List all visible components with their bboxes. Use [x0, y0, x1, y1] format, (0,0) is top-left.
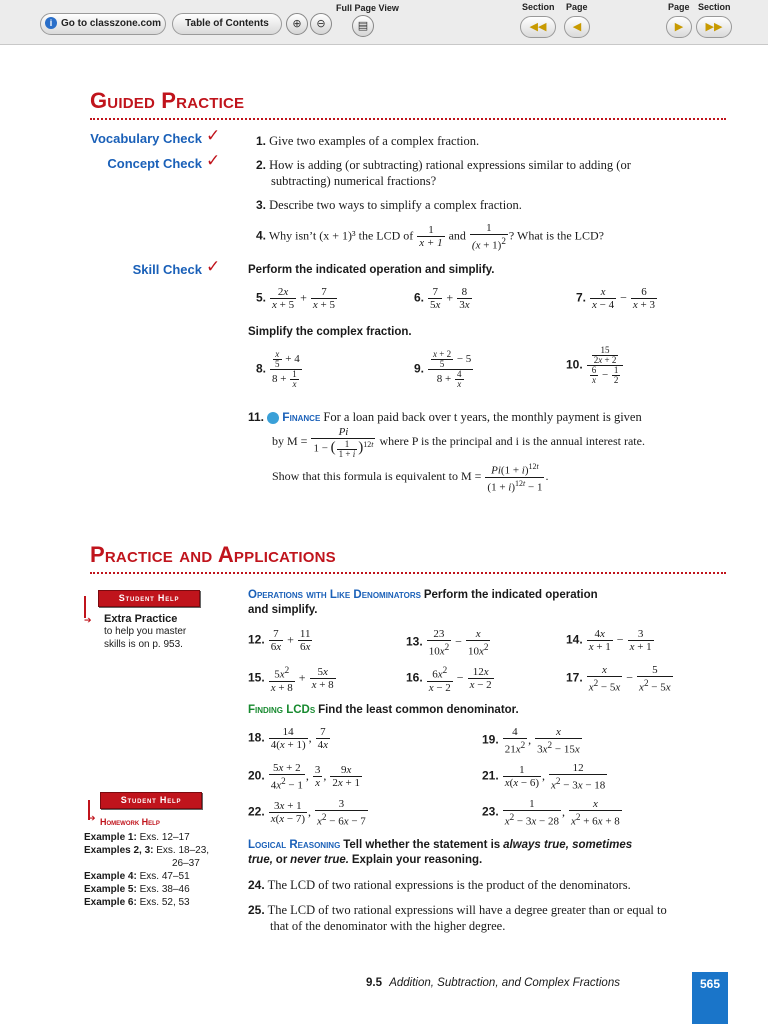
zoom-out-icon[interactable]: ⊖ — [310, 13, 332, 35]
lcd-instruction: Find the least common denominator. — [318, 704, 519, 716]
footer-section — [366, 977, 620, 989]
logic-true: true, — [248, 854, 273, 866]
question-1: 1. Give two examples of a complex fraction. — [256, 134, 480, 148]
previous-section-icon[interactable]: ◀◀ — [520, 16, 556, 38]
question-2-text-b: subtracting) numerical fractions? — [271, 174, 437, 188]
exercise-21: 21. $\frac{1}{x(x - 6)}$ , $\frac{12}{x^2 - 3x - 18}$ — [482, 762, 606, 792]
finance-topic-label: Finance — [282, 410, 321, 424]
student-help-tag: Student Help — [100, 792, 202, 809]
extra-practice-title: Extra Practice — [104, 613, 178, 625]
homework-help-row: Example 6: Exs. 52, 53 — [84, 897, 190, 908]
logic-never: never true. — [290, 854, 349, 866]
footer-section-number: 9.5 — [366, 977, 382, 989]
exercise-14: 14. $\frac{4x}{x + 1}$ − $\frac{3}{x + 1}$ — [566, 628, 652, 653]
exercise-13: 13. $\frac{23}{10x^2}$ − $\frac{x}{10x^2}$ — [406, 628, 489, 658]
skill-check-instruction: Perform the indicated operation and simplify. — [248, 264, 495, 276]
table-of-contents-button[interactable] — [172, 13, 282, 35]
info-icon: i — [45, 17, 57, 29]
exercise-22: 22. $\frac{3x + 1}{x(x - 7)}$ , $\frac{3}{x^2 - 6x - 7}$ — [248, 798, 366, 828]
exercise-11-show: Show that this formula is equivalent to M = $\frac{Pi(1 + i)^{12t}}{(1 + i)^{12t} - 1}$ . — [272, 462, 549, 494]
checkmark-icon: ✓ — [206, 151, 221, 171]
question-3-text: Describe two ways to simplify a complex fraction. — [269, 198, 522, 212]
homework-help-row: Example 4: Exs. 47–51 — [84, 871, 190, 882]
logical-reasoning-header — [248, 838, 718, 868]
exercise-24: 24. The LCD of two rational expressions is the product of the denominators. — [248, 878, 631, 892]
homework-help-list — [84, 831, 234, 909]
ops-instruction-a: Perform the indicated operation — [423, 589, 598, 601]
student-help-extra-practice — [84, 590, 204, 651]
exercise-20: 20. $\frac{5x + 2}{4x^2 - 1}$ , $\frac{3}{x}$ , $\frac{9x}{2x + 1}$ — [248, 762, 360, 792]
homework-help-row: 26–37 — [172, 858, 200, 869]
section-label-right: Section — [698, 2, 731, 12]
exercise-11-by: by M = — [272, 434, 308, 449]
exercise-7: 7. $\frac{x}{x - 4}$ − $\frac{6}{x + 3}$ — [576, 286, 656, 311]
arrow-right-icon: ➔ — [88, 814, 96, 824]
navigation-toolbar — [0, 0, 768, 45]
logic-always: always true, sometimes — [503, 839, 633, 851]
simplify-instruction: Simplify the complex fraction. — [248, 326, 412, 338]
page-number-badge: 565 — [692, 972, 728, 1024]
full-page-view-icon[interactable]: ▤ — [352, 15, 374, 37]
extra-practice-text-2: skills is on p. 953. — [104, 639, 183, 650]
student-help-tag: Student Help — [98, 590, 200, 607]
exercise-24-text: The LCD of two rational expressions is the product of the denominators. — [267, 878, 631, 892]
homework-help-row: Example 5: Exs. 38–46 — [84, 884, 190, 895]
full-page-view-label: Full Page View — [336, 3, 399, 13]
ops-head: Operations with Like Denominators — [248, 589, 421, 601]
exercise-11-formula: by M = Pi 1 − ( $\frac{1}{1 + i}$ )$^{12t}$ where P is the principal and i is the annual interest rate. — [272, 426, 645, 459]
exercise-25-text-a: The LCD of two rational expressions will have a degree greater than or equal to — [267, 903, 667, 917]
exercise-8: 8. $\frac{x}{5}$ + 4 8 + $\frac{1}{x}$ — [256, 349, 300, 389]
exercise-25: 25. The LCD of two rational expressions will have a degree greater than or equal to that of the denominator with the higher degree. — [248, 903, 667, 933]
goto-label: Go to classzone.com — [60, 18, 162, 29]
homework-help-row: Examples 2, 3: Exs. 18–23, — [84, 845, 210, 856]
lcd-head: Finding LCDs — [248, 704, 316, 716]
guided-practice-title: Guided Practice — [90, 88, 726, 120]
extra-practice-text-1: to help you master — [104, 626, 187, 637]
skill-check-label: Skill Check — [132, 262, 202, 277]
exercise-18: 18. $\frac{14}{4(x + 1)}$ , $\frac{7}{4x}$ — [248, 726, 329, 751]
footer-section-title: Addition, Subtraction, and Complex Fractions — [389, 977, 620, 989]
exercise-10: 10. $\frac{15}{2x + 2}$ $\frac{6}{x}$ − $\frac{1}{2}$ — [566, 346, 624, 385]
question-4-post: ? What is the LCD? — [508, 228, 605, 243]
globe-icon — [267, 412, 279, 424]
homework-help-label: Homework Help — [100, 817, 160, 827]
arrow-right-icon: ➔ — [84, 616, 92, 626]
exercise-15: 15. $\frac{5x^2}{x + 8}$ + $\frac{5x}{x + 8}$ — [248, 665, 334, 694]
student-help-homework — [84, 792, 234, 909]
ops-like-denominators-header — [248, 588, 718, 618]
exercise-11-show-text: Show that this formula is equivalent to M = — [272, 468, 482, 483]
finding-lcds-header — [248, 704, 519, 716]
logic-or: or — [275, 854, 288, 866]
exercise-5: 5. $\frac{2x}{x + 5}$ + $\frac{7}{x + 5}$ — [256, 286, 336, 311]
logic-instruction-a: Tell whether the statement is — [343, 839, 501, 851]
exercise-11: 11. Finance For a loan paid back over t years, the monthly payment is given — [248, 410, 642, 424]
vocabulary-check-label: Vocabulary Check — [90, 131, 202, 146]
question-4-text: Why isn’t (x + 1)³ the LCD of — [268, 228, 414, 243]
exercise-12: 12. $\frac{7}{6x}$ + $\frac{11}{6x}$ — [248, 628, 311, 653]
homework-help-row: Example 1: Exs. 12–17 — [84, 832, 190, 843]
exercise-11-where: where P is the principal and i is the annual interest rate. — [379, 434, 645, 449]
practice-applications-title: Practice and Applications — [90, 542, 726, 574]
exercise-23: 23. $\frac{1}{x^2 - 3x - 28}$ , $\frac{x}{x^2 + 6x + 8}$ — [482, 798, 620, 828]
exercise-6: 6. $\frac{7}{5x}$ + $\frac{8}{3x}$ — [414, 286, 470, 311]
logic-instruction-b: Explain your reasoning. — [351, 854, 483, 866]
checkmark-icon: ✓ — [206, 257, 221, 277]
toc-label: Table of Contents — [185, 18, 269, 29]
exercise-25-text-b: that of the denominator with the higher degree. — [270, 919, 506, 933]
ops-instruction-b: and simplify. — [248, 604, 318, 616]
zoom-in-icon[interactable]: ⊕ — [286, 13, 308, 35]
goto-classzone-button[interactable] — [40, 13, 166, 35]
question-2-text-a: How is adding (or subtracting) rational expressions similar to adding (or — [269, 158, 631, 172]
next-section-icon[interactable]: ▶▶ — [696, 16, 732, 38]
exercise-9: 9. $\frac{x + 2}{5}$ − 5 8 + $\frac{4}{x}$ — [414, 349, 472, 389]
logic-head: Logical Reasoning — [248, 839, 341, 851]
exercise-19: 19. $\frac{4}{21x^2}$ , $\frac{x}{3x^2 - 15x}$ — [482, 726, 580, 756]
next-page-icon[interactable]: ▶ — [666, 16, 692, 38]
exercise-17: 17. $\frac{x}{x^2 - 5x}$ − $\frac{5}{x^2 - 5x}$ — [566, 664, 671, 694]
question-2: 2. How is adding (or subtracting) rational expressions similar to adding (or subtracting) numerical fractions? — [256, 158, 631, 188]
page-label-left: Page — [566, 2, 588, 12]
question-4-and: and — [448, 228, 466, 243]
exercise-11-end: . — [545, 468, 549, 483]
previous-page-icon[interactable]: ◀ — [564, 16, 590, 38]
exercise-11-line-1: For a loan paid back over t years, the monthly payment is given — [323, 410, 642, 424]
section-label-left: Section — [522, 2, 555, 12]
checkmark-icon: ✓ — [206, 126, 221, 146]
page-label-right: Page — [668, 2, 690, 12]
question-3: 3. Describe two ways to simplify a complex fraction. — [256, 198, 522, 212]
question-1-text: Give two examples of a complex fraction. — [269, 134, 480, 148]
exercise-16: 16. $\frac{6x^2}{x - 2}$ − $\frac{12x}{x - 2}$ — [406, 665, 492, 694]
concept-check-label: Concept Check — [107, 156, 202, 171]
question-4: 4. Why isn’t (x + 1)³ the LCD of $\frac{1}{x + 1}$ and $\frac{1}{(x + 1)^2}$ ? What is the LCD? — [256, 222, 605, 252]
